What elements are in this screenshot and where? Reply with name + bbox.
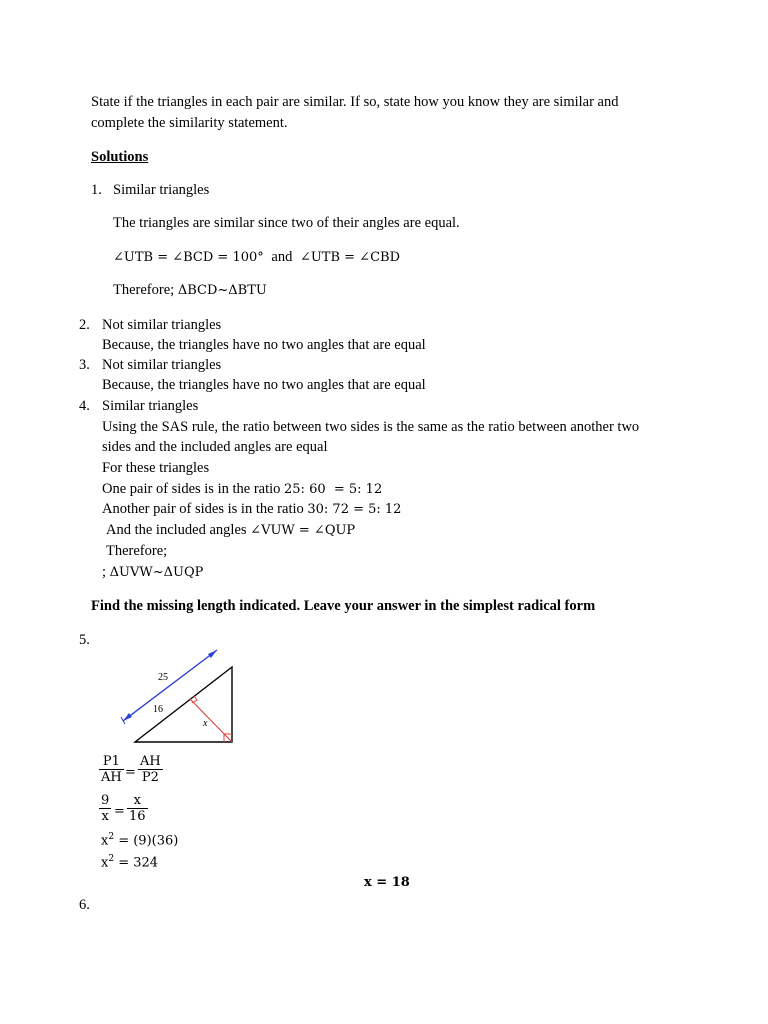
item-3-number: 3. xyxy=(79,357,90,373)
item-3-title: Not similar triangles xyxy=(102,357,222,373)
item-3-reason: Because, the triangles have no two angles that are equal xyxy=(102,377,426,393)
item-4-number: 4. xyxy=(79,398,90,414)
eq4-rhs: = 324 xyxy=(114,855,159,871)
item-4-title: Similar triangles xyxy=(102,398,199,414)
item-1-title: Similar triangles xyxy=(113,182,210,198)
altitude-line xyxy=(190,696,232,742)
item-4-reason-line-1: Using the SAS rule, the ratio between two sides is the same as the ratio between another two xyxy=(102,419,640,435)
fraction-x-16 xyxy=(127,793,148,824)
fraction-9-x xyxy=(99,793,111,824)
item-1-reason: The triangles are similar since two of their angles are equal. xyxy=(113,215,460,231)
triangle-outline xyxy=(135,667,232,742)
item-4-therefore: Therefore; xyxy=(106,543,168,559)
label-25: 25 xyxy=(158,672,168,683)
fraction-1-right-numerator: AH xyxy=(140,754,161,769)
item-4-pair-2-text: Another pair of sides is in the ratio xyxy=(102,501,304,517)
label-x: x xyxy=(203,718,208,729)
equals-sign-2: = xyxy=(114,804,125,819)
item-2-number: 2. xyxy=(79,317,90,333)
fraction-p1-ah xyxy=(99,754,124,785)
item-4-for-these: For these triangles xyxy=(102,460,210,476)
fraction-2-right-denominator: 16 xyxy=(129,809,146,824)
item-1-angles-a: ∠UTB = ∠BCD = 100° xyxy=(113,250,264,265)
eq4-exponent: 2 xyxy=(108,854,115,864)
eq3-lhs: x xyxy=(101,833,109,849)
item-1-therefore-label: Therefore; xyxy=(113,282,175,298)
item-4-pair-1 xyxy=(102,480,382,499)
item-4-pair-2-ratio: 30: 72 = 5: 12 xyxy=(307,502,402,517)
intro-line-1: State if the triangles in each pair are similar. If so, state how you know they are similar and xyxy=(91,94,619,110)
equation-x-squared-product xyxy=(101,832,178,848)
item-1-therefore xyxy=(113,281,267,300)
item-1-angles-and: and xyxy=(271,249,293,265)
item-4-angles-math: ∠VUW = ∠QUP xyxy=(250,523,356,538)
eq4-lhs: x xyxy=(101,855,109,871)
problem-6-number: 6. xyxy=(79,897,90,913)
item-4-pair-1-text: One pair of sides is in the ratio xyxy=(102,481,281,497)
hypotenuse-dimension-arrow xyxy=(121,650,217,724)
eq3-rhs: = (9)(36) xyxy=(114,833,179,849)
item-2-reason: Because, the triangles have no two angles that are equal xyxy=(102,337,426,353)
fraction-ah-p2 xyxy=(138,754,163,785)
label-16: 16 xyxy=(153,704,163,715)
item-4-statement-line xyxy=(102,563,203,582)
item-4-angles xyxy=(106,521,355,540)
equation-x-squared-324 xyxy=(101,854,158,870)
item-4-pair-2 xyxy=(102,500,401,519)
find-heading: Find the missing length indicated. Leave your answer in the simplest radical form xyxy=(91,598,596,614)
answer-x-equals-18: x = 18 xyxy=(364,875,410,890)
item-4-angles-text: And the included angles xyxy=(106,522,247,538)
item-1-angles xyxy=(113,248,400,267)
fraction-2-right-numerator: x xyxy=(133,793,141,808)
item-1-statement: ΔBCD~ΔBTU xyxy=(177,283,267,298)
right-triangle-figure xyxy=(110,645,245,747)
problem-5-number: 5. xyxy=(79,632,90,648)
fraction-1-right-denominator: P2 xyxy=(138,769,163,785)
item-1-number: 1. xyxy=(91,182,102,198)
item-4-statement-prefix: ; xyxy=(102,564,107,580)
fraction-2-left-numerator: 9 xyxy=(101,793,110,808)
item-1-angles-b: ∠UTB = ∠CBD xyxy=(299,250,400,265)
solutions-heading: Solutions xyxy=(91,149,149,165)
item-2-title: Not similar triangles xyxy=(102,317,222,333)
equals-sign-1: = xyxy=(125,765,136,780)
item-4-reason-line-2: sides and the included angles are equal xyxy=(102,439,328,455)
item-4-statement: ΔUVW~ΔUQP xyxy=(109,565,204,580)
intro-line-2: complete the similarity statement. xyxy=(91,115,288,131)
fraction-1-left-denominator: AH xyxy=(101,770,122,785)
fraction-2-left-denominator: x xyxy=(99,808,111,824)
fraction-1-left-numerator: P1 xyxy=(102,754,120,769)
item-4-pair-1-ratio: 25: 60 = 5: 12 xyxy=(284,482,383,497)
eq3-exponent: 2 xyxy=(108,832,115,842)
